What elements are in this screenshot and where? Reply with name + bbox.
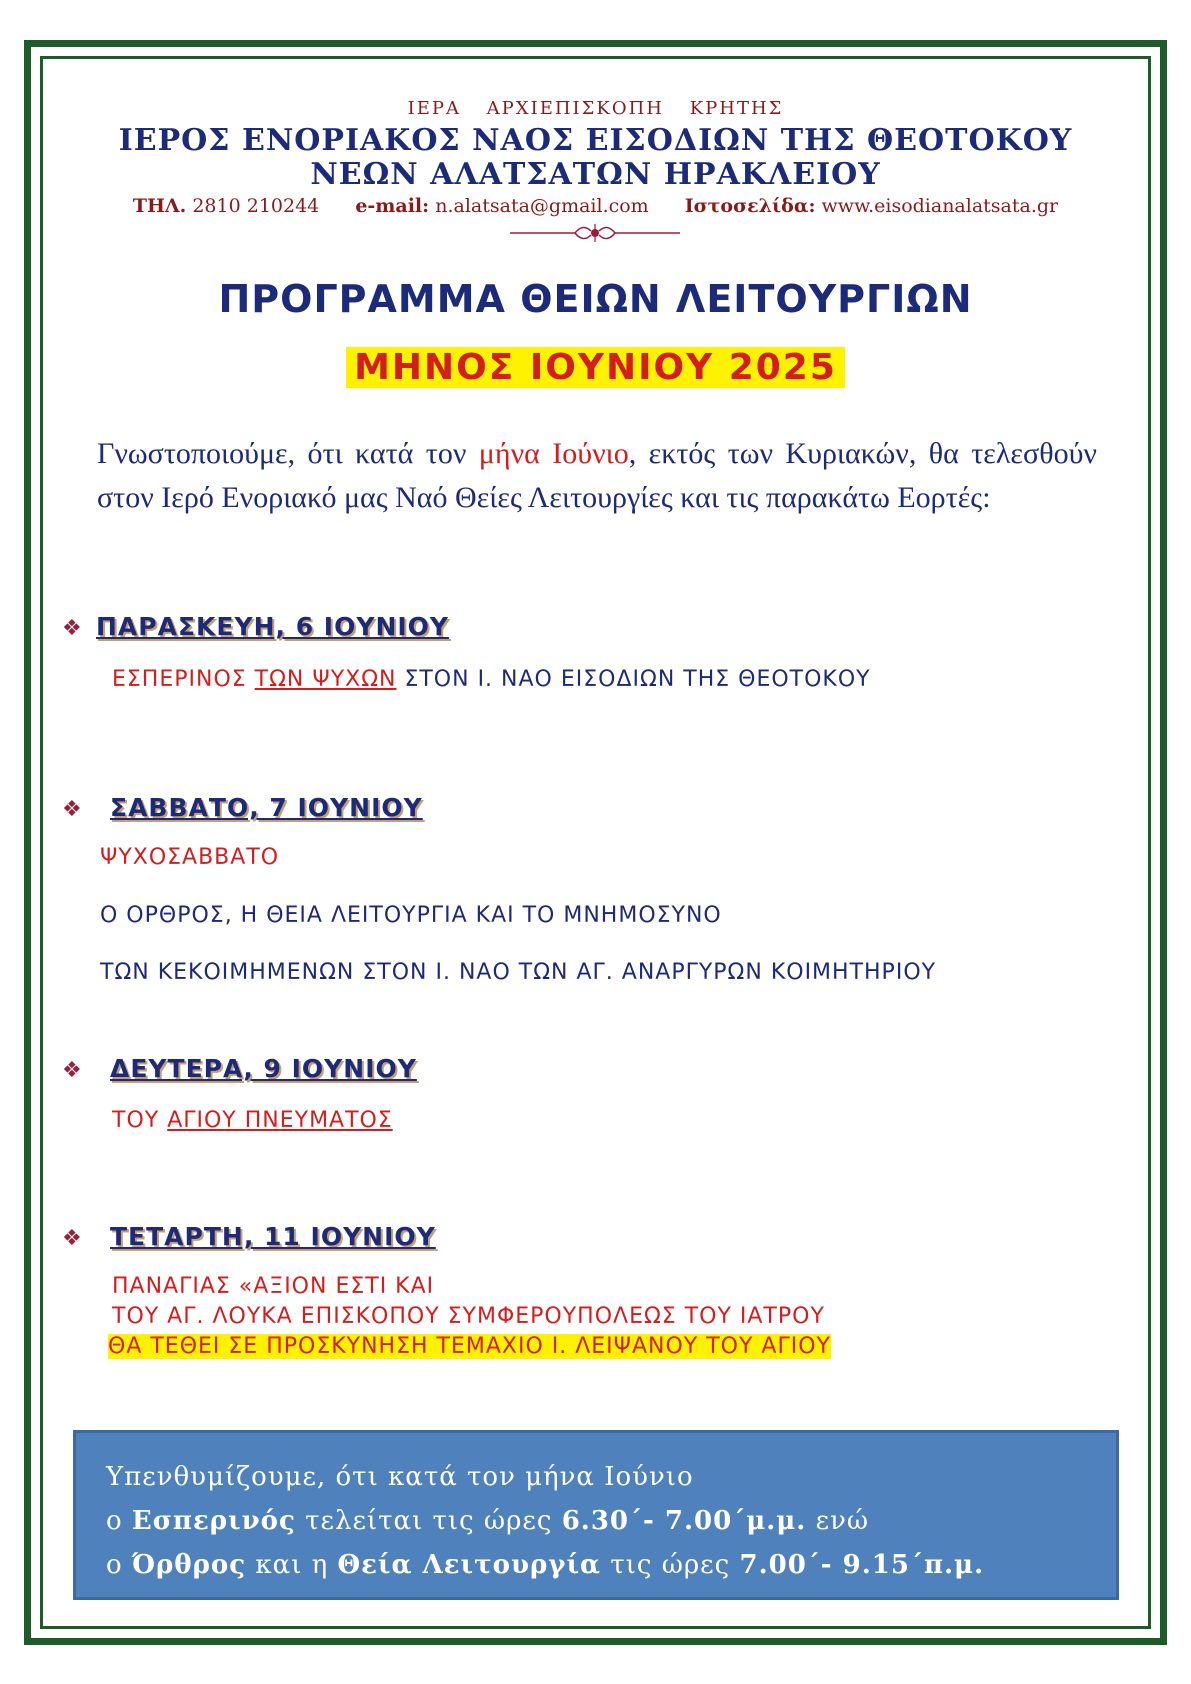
event-4-highlight: ΘΑ ΤΕΘΕΙ ΣΕ ΠΡΟΣΚΥΝΗΣΗ ΤΕΜΑΧΙΟ Ι. ΛΕΙΨΑΝΟΥ ΤΟΥ ΑΓΙΟΥ (108, 1334, 831, 1359)
phone-label: ΤΗΛ. (132, 195, 187, 217)
event-heading-3: ΔΕΥΤΕΡΑ, 9 ΙΟΥΝΙΟΥ (110, 1054, 417, 1083)
diamond-bullet-icon (62, 1226, 82, 1251)
archdiocese-label: ΙΕΡΑ ΑΡΧΙΕΠΙΣΚΟΠΗ ΚΡΗΤΗΣ (407, 98, 784, 119)
phone-number: 2810 210244 (192, 195, 320, 217)
reminder-line-3 (106, 1543, 1086, 1587)
event-2-line-3: ΤΩΝ ΚΕΚΟΙΜΗΜΕΝΩΝ ΣΤΟΝ Ι. ΝΑΟ ΤΩΝ ΑΓ. ΑΝΑΡΓΥΡΩΝ ΚΟΙΜΗΤΗΡΙΟΥ (100, 960, 937, 985)
intro-paragraph (97, 432, 1097, 520)
event-heading-1: ΠΑΡΑΣΚΕΥΗ, 6 ΙΟΥΝΙΟΥ (96, 612, 450, 641)
contact-info (0, 195, 1191, 217)
event-4-line-3 (108, 1334, 831, 1359)
diamond-bullet-icon (62, 797, 82, 822)
reminder-box (73, 1430, 1119, 1600)
event-1-text-a: ΕΣΠΕΡΙΝΟΣ (112, 667, 255, 692)
email-address: n.alatsata@gmail.com (435, 195, 649, 217)
event-3-line-1 (112, 1108, 393, 1133)
event-3-text-a: ΤΟΥ (112, 1108, 168, 1133)
reminder-2c: τελείται τις ώρες (295, 1506, 562, 1536)
website-url: www.eisodianalatsata.gr (821, 195, 1059, 217)
intro-text-end: , εκτός των Κυριακών, θα τελεσθούν στον Ιερό Ενοριακό μας Ναό Θείες Λειτουργίες και τις παρακάτω Εορτές: (97, 437, 1097, 514)
event-1-text-b: ΤΩΝ ΨΥΧΩΝ (254, 667, 397, 692)
diamond-bullet-icon (62, 616, 82, 641)
month-title: ΜΗΝΟΣ ΙΟΥΝΙΟΥ 2025 (346, 347, 845, 388)
reminder-line-1: Υπενθυμίζουμε, ότι κατά τον μήνα Ιούνιο (106, 1462, 694, 1492)
event-1-line-1 (112, 667, 871, 692)
intro-text-start: Γνωστοποιούμε, ότι κατά τον (97, 437, 479, 470)
reminder-liturgy: Θεία Λειτουργία (337, 1550, 602, 1580)
reminder-3c: και η (246, 1550, 338, 1580)
reminder-2a: ο (106, 1506, 132, 1536)
event-4-line-1: ΠΑΝΑΓΙΑΣ «ΑΞΙΟΝ ΕΣΤΙ ΚΑΙ (112, 1274, 435, 1299)
event-1-text-c: ΣΤΟΝ Ι. ΝΑΟ ΕΙΣΟΔΙΩΝ ΤΗΣ ΘΕΟΤΟΚΟΥ (396, 667, 871, 692)
event-2-line-1: ΨΥΧΟΣΑΒΒΑΤΟ (100, 845, 280, 870)
month-title-wrap (0, 347, 1191, 388)
event-heading-2: ΣΑΒΒΑΤΟ, 7 ΙΟΥΝΙΟΥ (110, 793, 423, 822)
reminder-line-2 (106, 1499, 1086, 1543)
reminder-3e: τις ώρες (601, 1550, 740, 1580)
program-title: ΠΡΟΓΡΑΜΜΑ ΘΕΙΩΝ ΛΕΙΤΟΥΡΓΙΩΝ (218, 277, 973, 321)
reminder-3a: ο (106, 1550, 132, 1580)
church-name-line1: ΙΕΡΟΣ ΕΝΟΡΙΑΚΟΣ ΝΑΟΣ ΕΙΣΟΔΙΩΝ ΤΗΣ ΘΕΟΤΟΚΟΥ (118, 123, 1073, 158)
website-label: Ιστοσελίδα: (684, 195, 816, 217)
reminder-vespers-time: 6.30΄- 7.00΄μ.μ. (561, 1506, 807, 1536)
ornament-divider-icon (505, 220, 685, 246)
reminder-matins: Όρθρος (131, 1550, 247, 1580)
reminder-2e: ενώ (806, 1506, 870, 1536)
event-2-line-2: Ο ΟΡΘΡΟΣ, Η ΘΕΙΑ ΛΕΙΤΟΥΡΓΙΑ ΚΑΙ ΤΟ ΜΝΗΜΟΣΥΝΟ (100, 903, 722, 928)
event-3-text-b: ΑΓΙΟΥ ΠΝΕΥΜΑΤΟΣ (167, 1108, 393, 1133)
event-4-line-2: ΤΟΥ ΑΓ. ΛΟΥΚΑ ΕΠΙΣΚΟΠΟΥ ΣΥΜΦΕΡΟΥΠΟΛΕΩΣ ΤΟΥ ΙΑΤΡΟΥ (112, 1304, 825, 1329)
reminder-liturgy-time: 7.00΄- 9.15΄π.μ. (739, 1550, 985, 1580)
reminder-vespers: Εσπερινός (131, 1506, 296, 1536)
church-name-line2: ΝΕΩΝ ΑΛΑΤΣΑΤΩΝ ΗΡΑΚΛΕΙΟΥ (310, 157, 881, 192)
intro-highlight: μήνα Ιούνιο (478, 437, 629, 470)
diamond-bullet-icon (62, 1058, 82, 1083)
event-heading-4: ΤΕΤΑΡΤΗ, 11 ΙΟΥΝΙΟΥ (110, 1222, 436, 1251)
email-label: e-mail: (355, 195, 430, 217)
